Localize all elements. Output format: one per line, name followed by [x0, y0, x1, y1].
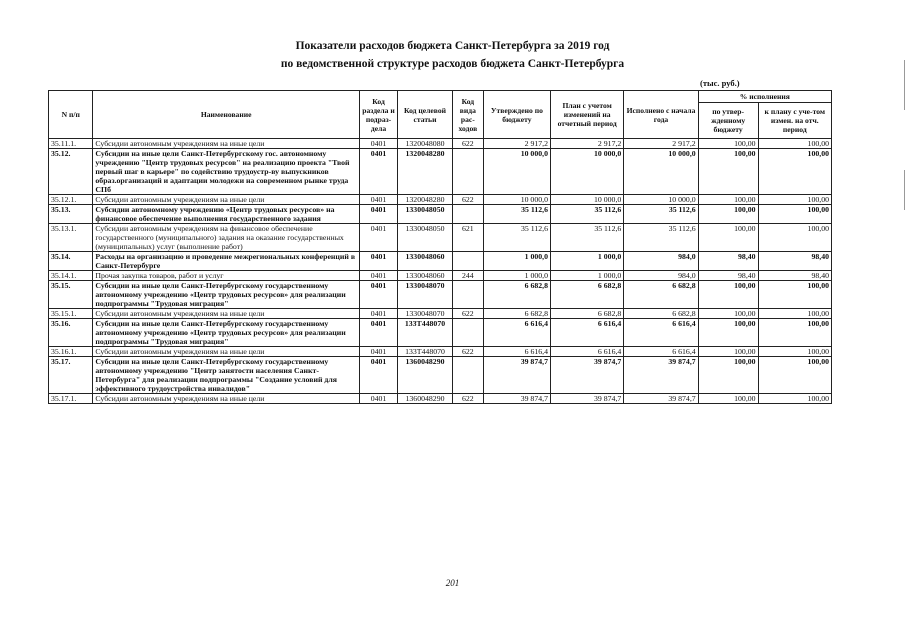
cell-num: 35.12.1.	[49, 195, 93, 205]
cell-pct-utv: 100,00	[698, 347, 758, 357]
cell-num: 35.15.	[49, 281, 93, 309]
cell-pct-plan: 100,00	[758, 195, 831, 205]
col-header-ispolneno: Исполнено с начала года	[624, 91, 698, 139]
cell-kod-razdela: 0401	[359, 271, 397, 281]
col-header-num: N п/п	[49, 91, 93, 139]
cell-utverzhdeno: 1 000,0	[483, 252, 550, 271]
cell-kod-vida: 622	[452, 309, 483, 319]
cell-ispolneno: 984,0	[624, 252, 698, 271]
cell-utverzhdeno: 2 917,2	[483, 139, 550, 149]
table-row	[49, 195, 832, 205]
cell-name: Субсидии автономным учреждениям на иные цели	[93, 347, 360, 357]
cell-kod-statii: 1330048050	[398, 205, 453, 224]
table-row	[49, 252, 832, 271]
cell-kod-razdela: 0401	[359, 394, 397, 404]
cell-kod-razdela: 0401	[359, 252, 397, 271]
cell-pct-plan: 100,00	[758, 149, 831, 195]
cell-plan: 39 874,7	[550, 357, 623, 394]
cell-kod-razdela: 0401	[359, 347, 397, 357]
cell-kod-razdela: 0401	[359, 309, 397, 319]
cell-kod-vida	[452, 319, 483, 347]
cell-utverzhdeno: 10 000,0	[483, 149, 550, 195]
cell-kod-razdela: 0401	[359, 224, 397, 252]
cell-kod-vida: 622	[452, 195, 483, 205]
cell-num: 35.15.1.	[49, 309, 93, 319]
cell-ispolneno: 39 874,7	[624, 357, 698, 394]
cell-utverzhdeno: 6 616,4	[483, 319, 550, 347]
cell-kod-razdela: 0401	[359, 149, 397, 195]
cell-kod-statii: 1330048050	[398, 224, 453, 252]
cell-kod-vida: 621	[452, 224, 483, 252]
table-row	[49, 281, 832, 309]
cell-plan: 35 112,6	[550, 224, 623, 252]
cell-kod-statii: 1360048290	[398, 357, 453, 394]
cell-pct-plan: 100,00	[758, 139, 831, 149]
cell-plan: 39 874,7	[550, 394, 623, 404]
cell-kod-razdela: 0401	[359, 205, 397, 224]
cell-name: Субсидии автономным учреждениям на иные цели	[93, 309, 360, 319]
cell-kod-vida: 244	[452, 271, 483, 281]
cell-kod-statii: 1320048280	[398, 149, 453, 195]
cell-num: 35.16.	[49, 319, 93, 347]
cell-pct-utv: 100,00	[698, 394, 758, 404]
cell-plan: 35 112,6	[550, 205, 623, 224]
table-body	[49, 139, 832, 404]
cell-kod-vida: 622	[452, 394, 483, 404]
cell-plan: 1 000,0	[550, 271, 623, 281]
cell-name: Расходы на организацию и проведение межрегиональных конференций в Санкт-Петербурге	[93, 252, 360, 271]
col-header-pct-group: % исполнения	[698, 91, 831, 103]
cell-ispolneno: 39 874,7	[624, 394, 698, 404]
cell-name: Субсидии автономному учреждению «Центр трудовых ресурсов» на финансовое обеспечение выполнения государственного задания	[93, 205, 360, 224]
cell-num: 35.17.1.	[49, 394, 93, 404]
cell-pct-utv: 100,00	[698, 224, 758, 252]
cell-kod-statii: 133Т448070	[398, 347, 453, 357]
cell-pct-plan: 100,00	[758, 281, 831, 309]
cell-pct-plan: 100,00	[758, 205, 831, 224]
cell-ispolneno: 6 682,8	[624, 309, 698, 319]
cell-utverzhdeno: 1 000,0	[483, 271, 550, 281]
cell-kod-statii: 1330048060	[398, 271, 453, 281]
cell-ispolneno: 2 917,2	[624, 139, 698, 149]
cell-utverzhdeno: 39 874,7	[483, 394, 550, 404]
cell-ispolneno: 10 000,0	[624, 149, 698, 195]
cell-kod-statii: 1330048070	[398, 281, 453, 309]
cell-pct-utv: 100,00	[698, 139, 758, 149]
cell-num: 35.12.	[49, 149, 93, 195]
cell-ispolneno: 984,0	[624, 271, 698, 281]
cell-num: 35.11.1.	[49, 139, 93, 149]
cell-num: 35.16.1.	[49, 347, 93, 357]
cell-ispolneno: 6 616,4	[624, 319, 698, 347]
col-header-kod-razdela: Код раздела и подраз-дела	[359, 91, 397, 139]
cell-plan: 6 682,8	[550, 281, 623, 309]
cell-name: Субсидии на иные цели Санкт-Петербургскому государственному автономному учреждению "Центр занятости населения Санкт-Петербурга" для реализации подпрограммы "Создание условий для эффективного трудоустройства инвалидов"	[93, 357, 360, 394]
cell-pct-plan: 100,00	[758, 319, 831, 347]
col-header-kod-vida: Код вида рас-ходов	[452, 91, 483, 139]
cell-ispolneno: 6 616,4	[624, 347, 698, 357]
cell-plan: 6 682,8	[550, 309, 623, 319]
cell-kod-razdela: 0401	[359, 195, 397, 205]
cell-pct-plan: 98,40	[758, 271, 831, 281]
col-header-name: Наименование	[93, 91, 360, 139]
cell-utverzhdeno: 6 616,4	[483, 347, 550, 357]
cell-name: Субсидии автономным учреждениям на иные цели	[93, 394, 360, 404]
cell-kod-razdela: 0401	[359, 281, 397, 309]
table-row	[49, 347, 832, 357]
table-row	[49, 139, 832, 149]
cell-name: Субсидии на иные цели Санкт-Петербургскому государственному автономному учреждению «Центр трудовых ресурсов» для реализации подпрограммы "Трудовая миграция"	[93, 319, 360, 347]
cell-utverzhdeno: 39 874,7	[483, 357, 550, 394]
cell-kod-vida	[452, 357, 483, 394]
cell-num: 35.14.	[49, 252, 93, 271]
col-header-utverzhdeno: Утверждено по бюджету	[483, 91, 550, 139]
cell-pct-plan: 100,00	[758, 357, 831, 394]
cell-num: 35.14.1.	[49, 271, 93, 281]
cell-kod-vida	[452, 281, 483, 309]
cell-plan: 1 000,0	[550, 252, 623, 271]
cell-ispolneno: 6 682,8	[624, 281, 698, 309]
cell-kod-vida: 622	[452, 139, 483, 149]
cell-name: Субсидии автономным учреждениям на иные цели	[93, 139, 360, 149]
cell-utverzhdeno: 35 112,6	[483, 205, 550, 224]
cell-pct-utv: 100,00	[698, 149, 758, 195]
cell-name: Прочая закупка товаров, работ и услуг	[93, 271, 360, 281]
budget-table	[48, 90, 832, 404]
table-row	[49, 149, 832, 195]
table-row	[49, 224, 832, 252]
cell-kod-vida	[452, 205, 483, 224]
cell-plan: 10 000,0	[550, 149, 623, 195]
cell-kod-statii: 1330048060	[398, 252, 453, 271]
cell-pct-plan: 100,00	[758, 309, 831, 319]
units-label: (тыс. руб.)	[700, 78, 740, 88]
table-row	[49, 309, 832, 319]
page-number: 201	[445, 578, 460, 588]
cell-pct-utv: 100,00	[698, 195, 758, 205]
cell-pct-utv: 98,40	[698, 252, 758, 271]
cell-kod-razdela: 0401	[359, 319, 397, 347]
cell-num: 35.17.	[49, 357, 93, 394]
cell-kod-vida: 622	[452, 347, 483, 357]
cell-pct-utv: 100,00	[698, 357, 758, 394]
cell-num: 35.13.1.	[49, 224, 93, 252]
col-header-pct-plan: к плану с уче-том измен. на отч. период	[758, 103, 831, 139]
table-row	[49, 319, 832, 347]
document-title-line1: Показатели расходов бюджета Санкт-Петербурга за 2019 год	[295, 40, 610, 52]
cell-kod-razdela: 0401	[359, 357, 397, 394]
cell-utverzhdeno: 10 000,0	[483, 195, 550, 205]
cell-utverzhdeno: 6 682,8	[483, 281, 550, 309]
cell-pct-plan: 98,40	[758, 252, 831, 271]
document-title-line2: по ведомственной структуре расходов бюджета Санкт-Петербурга	[280, 58, 625, 70]
cell-ispolneno: 35 112,6	[624, 224, 698, 252]
cell-plan: 10 000,0	[550, 195, 623, 205]
cell-kod-statii: 1320048080	[398, 139, 453, 149]
cell-kod-vida	[452, 252, 483, 271]
cell-num: 35.13.	[49, 205, 93, 224]
cell-kod-vida	[452, 149, 483, 195]
cell-name: Субсидии автономным учреждениям на иные цели	[93, 195, 360, 205]
cell-utverzhdeno: 35 112,6	[483, 224, 550, 252]
cell-kod-statii: 133Т448070	[398, 319, 453, 347]
cell-ispolneno: 35 112,6	[624, 205, 698, 224]
table-row	[49, 394, 832, 404]
table-row	[49, 357, 832, 394]
table-header	[49, 91, 832, 139]
cell-pct-utv: 100,00	[698, 281, 758, 309]
cell-kod-razdela: 0401	[359, 139, 397, 149]
cell-pct-utv: 100,00	[698, 205, 758, 224]
cell-pct-utv: 100,00	[698, 319, 758, 347]
cell-kod-statii: 1320048280	[398, 195, 453, 205]
col-header-plan: План с учетом изменений на отчетный период	[550, 91, 623, 139]
table-row	[49, 205, 832, 224]
cell-name: Субсидии на иные цели Санкт-Петербургскому гос. автономному учреждению "Центр трудовых ресурсов" на реализацию проекта "Твой первый шаг в карьере" по содействию трудоустр-ву выпускников образ.организаций и адаптации молодежи на современном рынке труда СПб	[93, 149, 360, 195]
table-row	[49, 271, 832, 281]
col-header-kod-statii: Код целевой статьи	[398, 91, 453, 139]
col-header-pct-utv: по утвер-жденному бюджету	[698, 103, 758, 139]
cell-pct-plan: 100,00	[758, 394, 831, 404]
cell-plan: 6 616,4	[550, 319, 623, 347]
cell-kod-statii: 1360048290	[398, 394, 453, 404]
cell-utverzhdeno: 6 682,8	[483, 309, 550, 319]
cell-pct-utv: 100,00	[698, 309, 758, 319]
cell-name: Субсидии на иные цели Санкт-Петербургскому государственному автономному учреждению «Центр трудовых ресурсов» для реализации подпрограммы "Трудовая миграция"	[93, 281, 360, 309]
cell-pct-plan: 100,00	[758, 347, 831, 357]
cell-pct-plan: 100,00	[758, 224, 831, 252]
cell-plan: 2 917,2	[550, 139, 623, 149]
cell-ispolneno: 10 000,0	[624, 195, 698, 205]
cell-pct-utv: 98,40	[698, 271, 758, 281]
cell-name: Субсидии автономным учреждениям на финансовое обеспечение государственного (муниципального) задания на оказание государственных (муниципальных) услуг (выполнение работ)	[93, 224, 360, 252]
cell-kod-statii: 1330048070	[398, 309, 453, 319]
cell-plan: 6 616,4	[550, 347, 623, 357]
